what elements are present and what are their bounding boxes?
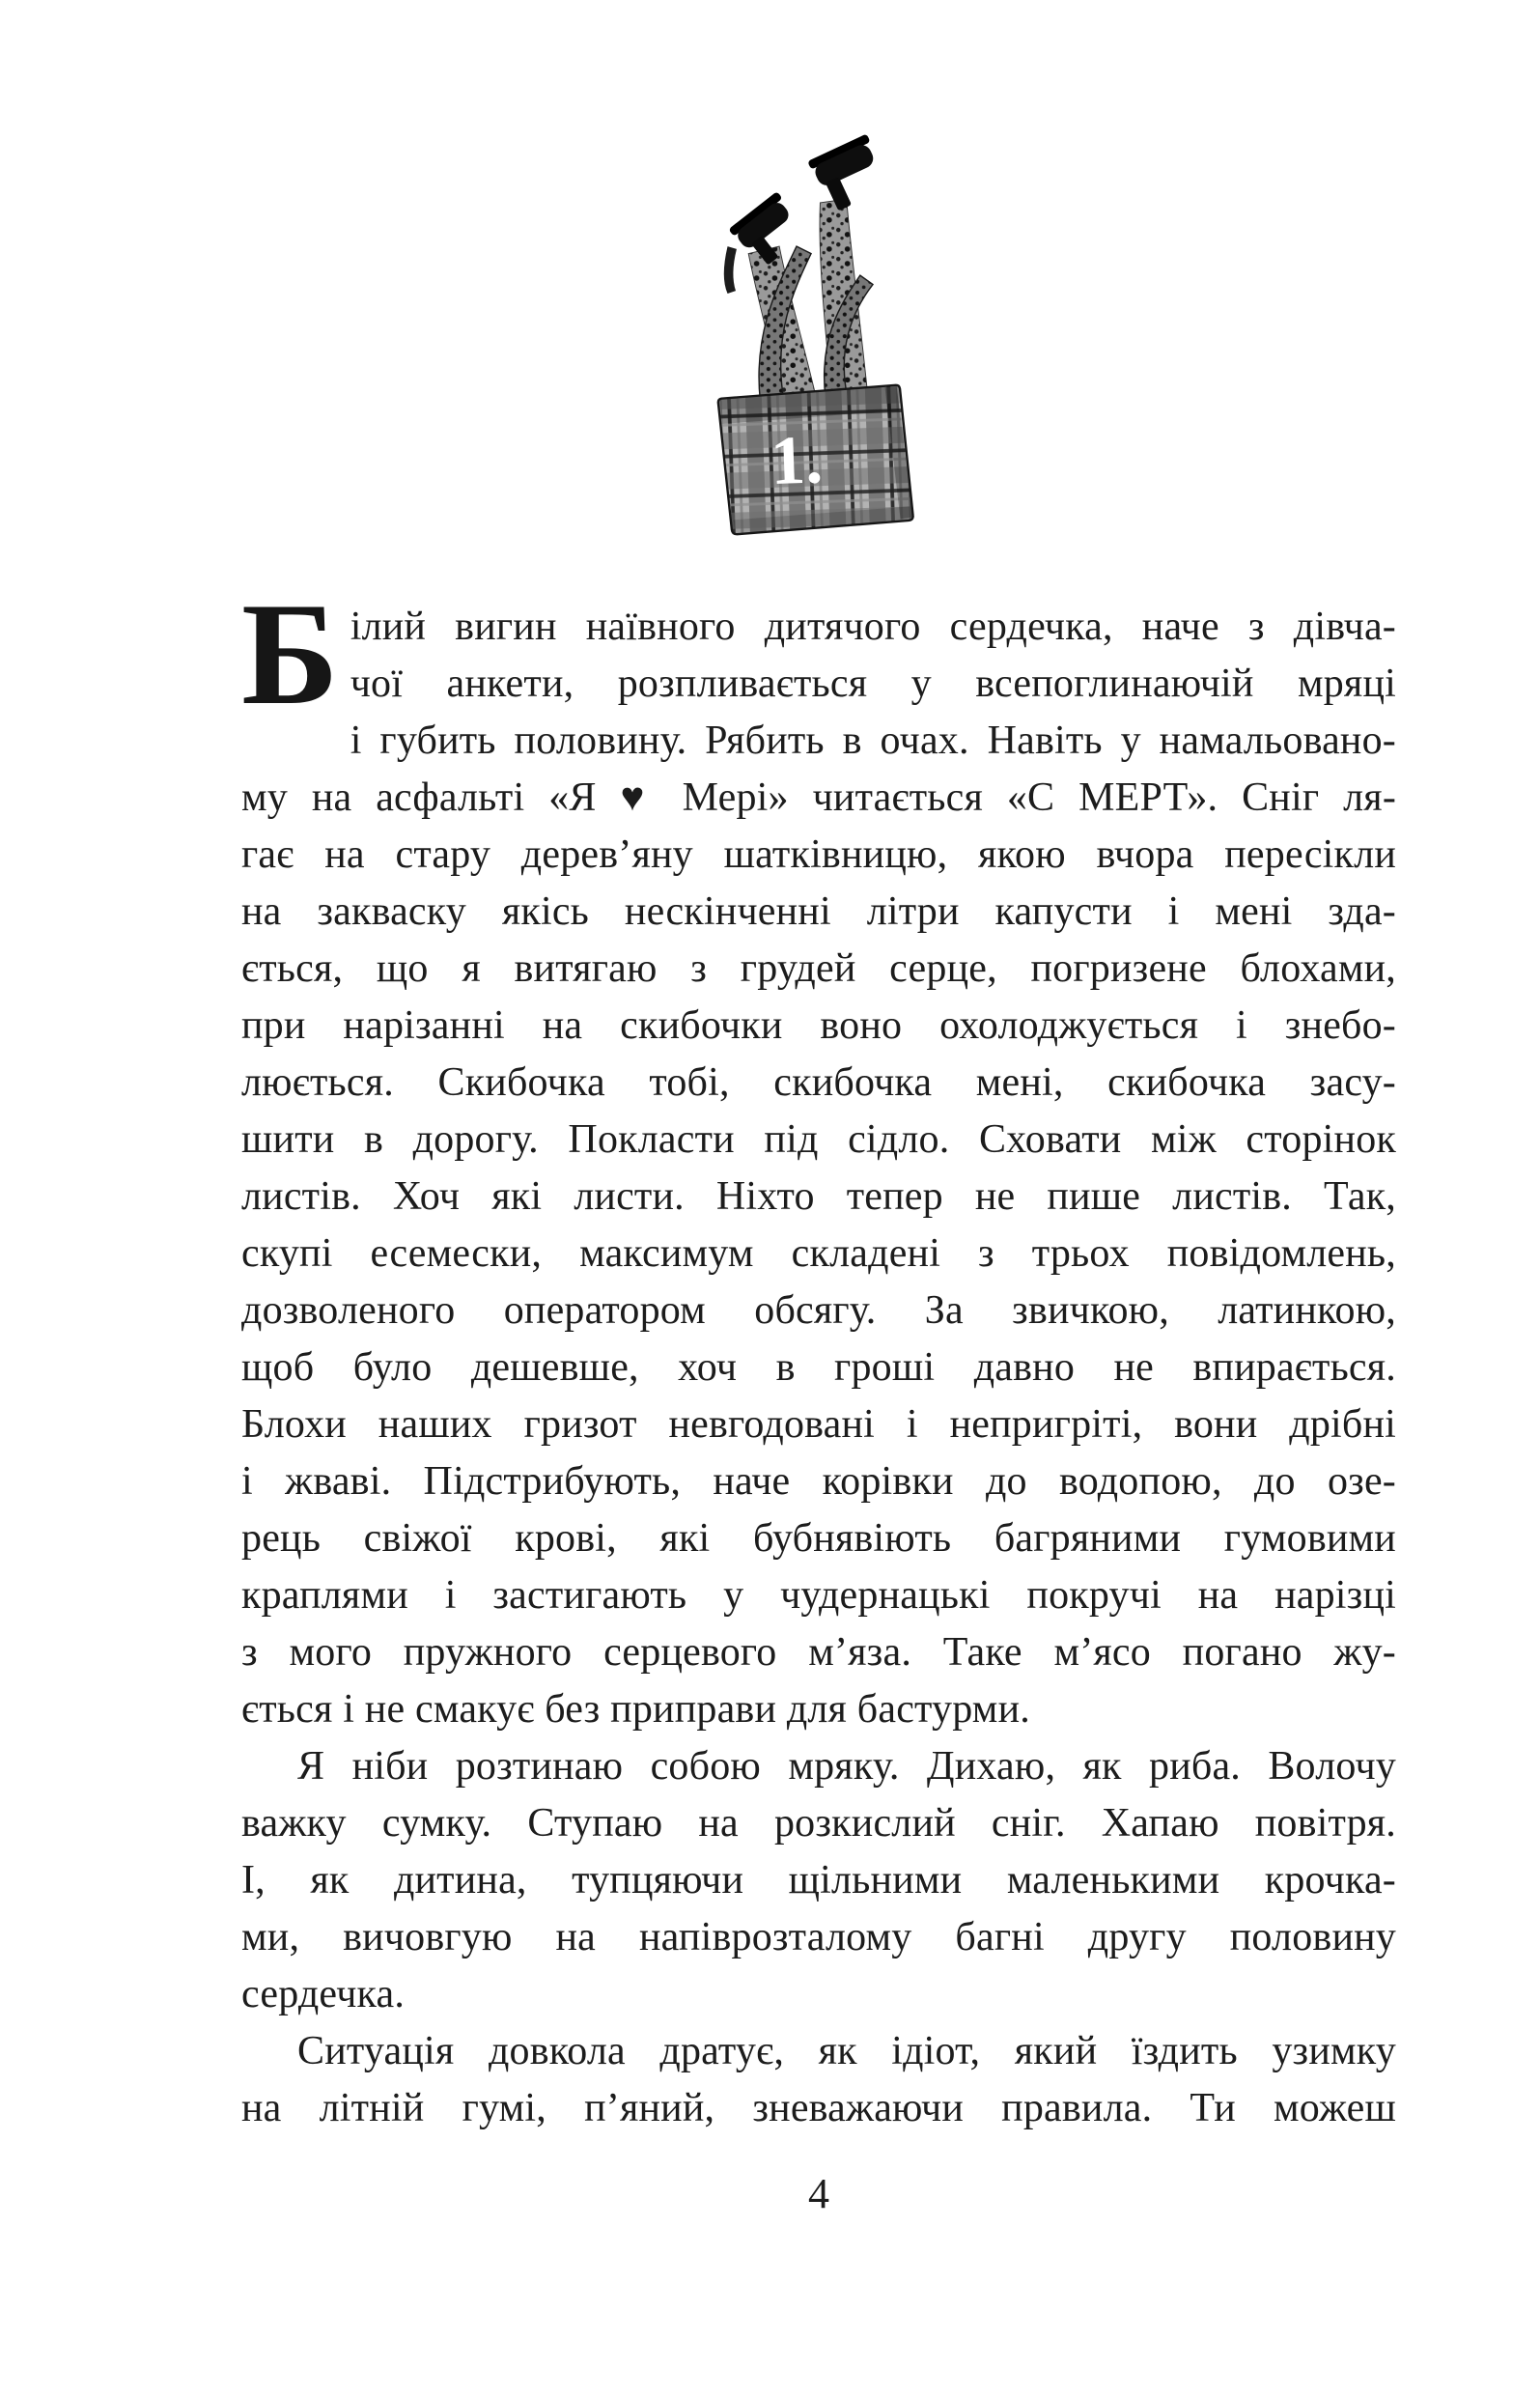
body-text <box>241 573 1396 2137</box>
text-line: краплями і застигають у чудернацькі покручі на нарізці <box>241 1573 1396 1618</box>
text-line: ілий вигин наївного дитячого сердечка, наче з дівча- <box>350 605 1396 649</box>
text-line: Блохи наших гризот невгодовані і непригріті, вони дрібні <box>241 1402 1396 1447</box>
text-line: люється. Скибочка тобі, скибочка мені, скибочка засу- <box>241 1060 1396 1105</box>
shoe-strap <box>724 246 737 294</box>
chapter-illustration <box>707 110 917 537</box>
paragraph <box>241 1738 1396 2023</box>
text-line: ється і не смакує без приправи для бастурми. <box>241 1687 1030 1732</box>
text-line: і губить половину. Рябить в очах. Навіть у намальовано- <box>350 719 1396 763</box>
text-line: чої анкети, розпливається у всепоглинаючій мряці <box>350 662 1396 706</box>
plaid-bag <box>717 384 913 534</box>
text-line: і жваві. Підстрибують, наче корівки до водопою, до озе- <box>241 1459 1396 1504</box>
text-line: дозволеного оператором обсягу. За звичкою, латинкою, <box>241 1288 1396 1333</box>
text-line: сердечка. <box>241 1972 406 2016</box>
text-line: при нарізанні на скибочки воно охолоджується і знебо- <box>241 1003 1396 1048</box>
text-line: на літній гумі, п’яний, зневажаючи правила. Ти можеш <box>241 2086 1396 2130</box>
text-line: шити в дорогу. Покласти під сідло. Сховати між сторінок <box>241 1117 1396 1162</box>
right-shoe-icon <box>807 133 891 213</box>
text-line: щоб було дешевше, хоч в гроші давно не впирається. <box>241 1345 1396 1390</box>
text-line: скупі есемески, максимум складені з трьох повідомлень, <box>241 1231 1396 1276</box>
chapter-number-label: 1. <box>769 421 825 500</box>
paragraph <box>241 573 1396 1738</box>
text-line: І, як дитина, тупцяючи щільними маленькими крочка- <box>241 1858 1396 1903</box>
text-line: гає на стару дерев’яну шатківницю, якою вчора пересікли <box>241 832 1396 877</box>
text-line: ми, вичовгую на напіврозталому багні другу половину <box>241 1915 1396 1959</box>
text-line: му на асфальті «Я ♥ Мері» читається «С МЕРТ». Сніг ля- <box>241 775 1396 820</box>
paragraph <box>241 2023 1396 2137</box>
text-line: Ситуація довкола дратує, як ідіот, який їздить узимку <box>297 2029 1396 2073</box>
page-number: 4 <box>808 2170 829 2217</box>
text-line: рець свіжої крові, які бубнявіють багряними гумовими <box>241 1516 1396 1561</box>
drop-cap: Б <box>241 573 339 735</box>
text-line: ється, що я витягаю з грудей серце, погризене блохами, <box>241 946 1396 991</box>
text-line: Я ніби розтинаю собою мряку. Дихаю, як риба. Волочу <box>297 1744 1396 1789</box>
text-line: з мого пружного серцевого м’яза. Таке м’ясо погано жу- <box>241 1630 1396 1675</box>
text-line: листів. Хоч які листи. Ніхто тепер не пише листів. Так, <box>241 1174 1396 1219</box>
text-line: важку сумку. Ступаю на розкислий сніг. Хапаю повітря. <box>241 1801 1396 1846</box>
text-line: на закваску якісь нескінченні літри капусти і мені зда- <box>241 889 1396 934</box>
